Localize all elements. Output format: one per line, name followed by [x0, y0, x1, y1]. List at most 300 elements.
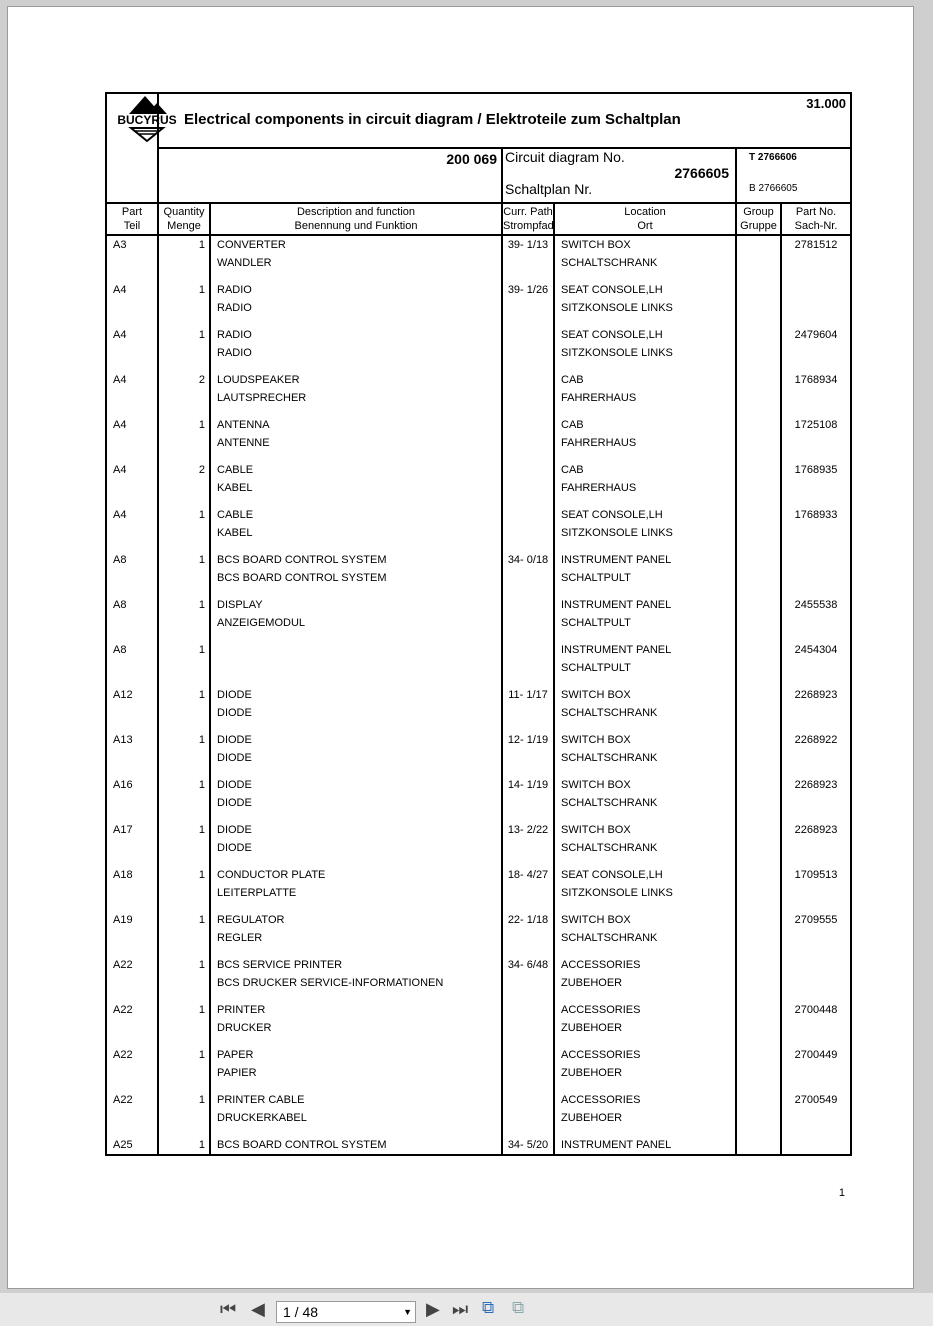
col-part: Part — [106, 203, 158, 218]
row-group — [736, 731, 781, 749]
row-empty — [736, 344, 781, 362]
row-empty — [158, 974, 210, 992]
circuit-number: 2766605 — [674, 165, 729, 181]
row-group — [736, 956, 781, 974]
row-path — [502, 461, 554, 479]
row-location-de: SCHALTSCHRANK — [554, 929, 736, 947]
row-desc: BCS BOARD CONTROL SYSTEM — [210, 551, 502, 569]
table-row — [106, 461, 851, 479]
row-partno: 1768935 — [781, 461, 851, 479]
row-empty — [158, 344, 210, 362]
row-empty — [502, 344, 554, 362]
row-empty — [106, 569, 158, 587]
row-desc: DIODE — [210, 731, 502, 749]
table-row — [106, 911, 851, 929]
row-desc-de: REGLER — [210, 929, 502, 947]
row-empty — [158, 524, 210, 542]
row-group — [736, 866, 781, 884]
row-empty — [781, 794, 851, 812]
table-row-de — [106, 839, 851, 857]
row-qty: 1 — [158, 776, 210, 794]
row-group — [736, 235, 781, 254]
row-partno: 2479604 — [781, 326, 851, 344]
row-empty — [502, 299, 554, 317]
table-row — [106, 1001, 851, 1019]
row-desc: DIODE — [210, 776, 502, 794]
row-empty — [158, 254, 210, 272]
row-empty — [736, 974, 781, 992]
row-path — [502, 326, 554, 344]
table-row-de — [106, 614, 851, 632]
row-location-de: ZUBEHOER — [554, 974, 736, 992]
row-location: CAB — [554, 416, 736, 434]
row-group — [736, 596, 781, 614]
row-partno: 1709513 — [781, 866, 851, 884]
row-partno — [781, 281, 851, 299]
row-group — [736, 506, 781, 524]
row-empty — [736, 659, 781, 677]
table-row-de — [106, 434, 851, 452]
row-partno: 2700448 — [781, 1001, 851, 1019]
row-desc: CONDUCTOR PLATE — [210, 866, 502, 884]
row-empty — [502, 524, 554, 542]
table-row-de — [106, 254, 851, 272]
row-qty: 1 — [158, 596, 210, 614]
row-location: CAB — [554, 461, 736, 479]
row-partno: 2455538 — [781, 596, 851, 614]
table-row-de — [106, 884, 851, 902]
row-empty — [158, 884, 210, 902]
row-empty — [736, 884, 781, 902]
row-empty — [158, 1109, 210, 1127]
row-partno — [781, 551, 851, 569]
row-empty — [158, 794, 210, 812]
row-empty — [158, 929, 210, 947]
row-empty — [158, 1019, 210, 1037]
row-path — [502, 1091, 554, 1109]
row-empty — [781, 704, 851, 722]
logo — [106, 93, 177, 203]
row-group — [736, 371, 781, 389]
row-group — [736, 1136, 781, 1155]
row-path: 18- 4/27 — [502, 866, 554, 884]
row-part: A4 — [106, 326, 158, 344]
table-row — [106, 686, 851, 704]
fit-page-icon[interactable]: ⧉ — [482, 1298, 495, 1317]
row-empty — [158, 839, 210, 857]
table-row-de — [106, 1109, 851, 1127]
row-desc: RADIO — [210, 281, 502, 299]
row-empty — [781, 749, 851, 767]
column-header-en — [106, 203, 851, 218]
row-part: A13 — [106, 731, 158, 749]
col-qty-de: Menge — [158, 218, 210, 235]
column-header-de — [106, 218, 851, 235]
row-partno: 2700549 — [781, 1091, 851, 1109]
viewer-toolbar — [0, 1293, 933, 1326]
table-row — [106, 731, 851, 749]
row-desc: DISPLAY — [210, 596, 502, 614]
row-empty — [158, 434, 210, 452]
row-desc-de: DRUCKERKABEL — [210, 1109, 502, 1127]
row-empty — [106, 389, 158, 407]
table-row-de — [106, 479, 851, 497]
row-desc: REGULATOR — [210, 911, 502, 929]
row-group — [736, 776, 781, 794]
row-desc: BCS BOARD CONTROL SYSTEM — [210, 1136, 502, 1155]
row-empty — [736, 614, 781, 632]
row-desc: RADIO — [210, 326, 502, 344]
row-qty: 1 — [158, 821, 210, 839]
col-loc-de: Ort — [554, 218, 736, 235]
row-location-de: SCHALTPULT — [554, 659, 736, 677]
row-path: 34- 5/20 — [502, 1136, 554, 1155]
table-row-de — [106, 794, 851, 812]
row-part: A8 — [106, 551, 158, 569]
table-row-de — [106, 524, 851, 542]
row-desc-de: DIODE — [210, 839, 502, 857]
row-part: A25 — [106, 1136, 158, 1155]
row-location: SEAT CONSOLE,LH — [554, 506, 736, 524]
sheet-number: 31.000 — [806, 96, 847, 111]
row-desc: LOUDSPEAKER — [210, 371, 502, 389]
row-partno — [781, 956, 851, 974]
table-row-de — [106, 344, 851, 362]
row-part: A4 — [106, 281, 158, 299]
row-desc: CONVERTER — [210, 235, 502, 254]
row-location-de: SCHALTSCHRANK — [554, 794, 736, 812]
row-location: SEAT CONSOLE,LH — [554, 281, 736, 299]
row-empty — [781, 659, 851, 677]
row-empty — [106, 344, 158, 362]
last-page-icon[interactable]: ⏭ — [452, 1299, 469, 1319]
row-location-de: ZUBEHOER — [554, 1064, 736, 1082]
row-path: 34- 0/18 — [502, 551, 554, 569]
row-location-de: FAHRERHAUS — [554, 389, 736, 407]
row-location-de: SCHALTPULT — [554, 569, 736, 587]
row-empty — [736, 704, 781, 722]
row-qty: 1 — [158, 1001, 210, 1019]
row-empty — [781, 1019, 851, 1037]
machine-number: 200 069 — [446, 151, 497, 167]
row-group — [736, 911, 781, 929]
row-empty — [106, 1109, 158, 1127]
row-group — [736, 821, 781, 839]
row-partno: 2454304 — [781, 641, 851, 659]
row-path — [502, 371, 554, 389]
row-qty: 1 — [158, 416, 210, 434]
row-empty — [158, 1064, 210, 1082]
row-empty — [106, 1064, 158, 1082]
row-desc-de: LEITERPLATTE — [210, 884, 502, 902]
table-row — [106, 235, 851, 254]
row-qty: 1 — [158, 1046, 210, 1064]
row-qty: 1 — [158, 551, 210, 569]
row-empty — [158, 659, 210, 677]
ref-cell — [736, 148, 851, 203]
row-empty — [502, 749, 554, 767]
row-part: A22 — [106, 1046, 158, 1064]
row-empty — [502, 434, 554, 452]
row-partno — [781, 1136, 851, 1155]
row-empty — [502, 974, 554, 992]
row-qty: 1 — [158, 235, 210, 254]
row-empty — [781, 524, 851, 542]
table-row — [106, 416, 851, 434]
row-partno: 2268923 — [781, 776, 851, 794]
row-part: A22 — [106, 1001, 158, 1019]
row-desc-de: BCS BOARD CONTROL SYSTEM — [210, 569, 502, 587]
row-location-de: SCHALTSCHRANK — [554, 704, 736, 722]
row-part: A8 — [106, 596, 158, 614]
row-partno: 1768934 — [781, 371, 851, 389]
fit-width-icon[interactable]: ⧉ — [512, 1298, 525, 1317]
row-empty — [736, 1019, 781, 1037]
row-path — [502, 596, 554, 614]
row-location-de: SCHALTSCHRANK — [554, 254, 736, 272]
row-location: ACCESSORIES — [554, 956, 736, 974]
row-empty — [502, 479, 554, 497]
col-desc-de: Benennung und Funktion — [210, 218, 502, 235]
row-group — [736, 326, 781, 344]
row-part: A22 — [106, 956, 158, 974]
row-part: A18 — [106, 866, 158, 884]
row-part: A22 — [106, 1091, 158, 1109]
table-row — [106, 371, 851, 389]
row-desc: PRINTER — [210, 1001, 502, 1019]
row-desc: BCS SERVICE PRINTER — [210, 956, 502, 974]
row-desc: DIODE — [210, 821, 502, 839]
col-qty: Quantity — [158, 203, 210, 218]
table-row-de — [106, 749, 851, 767]
row-qty: 1 — [158, 1136, 210, 1155]
row-path: 12- 1/19 — [502, 731, 554, 749]
row-desc-de: RADIO — [210, 299, 502, 317]
chevron-down-icon: ▼ — [403, 1307, 412, 1317]
row-location-de: FAHRERHAUS — [554, 479, 736, 497]
row-empty — [502, 794, 554, 812]
row-empty — [736, 254, 781, 272]
row-empty — [736, 389, 781, 407]
row-location-de: SCHALTPULT — [554, 614, 736, 632]
table-row — [106, 281, 851, 299]
document-page — [7, 6, 914, 1289]
row-part: A4 — [106, 506, 158, 524]
row-empty — [502, 704, 554, 722]
row-empty — [158, 749, 210, 767]
row-location: INSTRUMENT PANEL — [554, 641, 736, 659]
row-location-de: SITZKONSOLE LINKS — [554, 299, 736, 317]
row-group — [736, 1001, 781, 1019]
row-desc-de: PAPIER — [210, 1064, 502, 1082]
page-number: 1 — [838, 1187, 845, 1199]
row-empty — [106, 434, 158, 452]
row-empty — [106, 1019, 158, 1037]
row-empty — [736, 299, 781, 317]
row-location: INSTRUMENT PANEL — [554, 1136, 736, 1155]
row-desc-de: RADIO — [210, 344, 502, 362]
row-empty — [736, 569, 781, 587]
machine-cell — [158, 148, 502, 203]
table-row — [106, 956, 851, 974]
row-group — [736, 1091, 781, 1109]
row-desc-de: DIODE — [210, 704, 502, 722]
row-empty — [502, 254, 554, 272]
row-path: 14- 1/19 — [502, 776, 554, 794]
row-path — [502, 1001, 554, 1019]
row-desc-de — [210, 659, 502, 677]
col-group: Group — [736, 203, 781, 218]
row-part: A4 — [106, 461, 158, 479]
table-row-de — [106, 389, 851, 407]
row-path — [502, 506, 554, 524]
col-loc: Location — [554, 203, 736, 218]
row-empty — [502, 569, 554, 587]
row-part: A3 — [106, 235, 158, 254]
row-empty — [158, 479, 210, 497]
row-partno: 2268923 — [781, 686, 851, 704]
row-path: 13- 2/22 — [502, 821, 554, 839]
row-location: SWITCH BOX — [554, 731, 736, 749]
row-path — [502, 641, 554, 659]
row-desc-de: BCS DRUCKER SERVICE-INFORMATIONEN — [210, 974, 502, 992]
row-location-de: SITZKONSOLE LINKS — [554, 524, 736, 542]
row-group — [736, 281, 781, 299]
row-group — [736, 686, 781, 704]
row-qty: 1 — [158, 911, 210, 929]
row-empty — [736, 524, 781, 542]
row-qty: 2 — [158, 461, 210, 479]
row-empty — [781, 974, 851, 992]
row-empty — [158, 569, 210, 587]
table-row-de — [106, 659, 851, 677]
row-empty — [781, 839, 851, 857]
row-desc-de: WANDLER — [210, 254, 502, 272]
row-location: SWITCH BOX — [554, 776, 736, 794]
row-empty — [502, 1019, 554, 1037]
first-page-icon[interactable]: ⏮ — [220, 1299, 237, 1319]
table-row-de — [106, 974, 851, 992]
row-partno: 2709555 — [781, 911, 851, 929]
row-qty: 1 — [158, 641, 210, 659]
row-empty — [502, 884, 554, 902]
row-empty — [781, 254, 851, 272]
row-partno: 2781512 — [781, 235, 851, 254]
row-empty — [736, 1109, 781, 1127]
row-empty — [502, 929, 554, 947]
row-empty — [736, 479, 781, 497]
row-empty — [781, 299, 851, 317]
row-empty — [106, 524, 158, 542]
row-empty — [106, 974, 158, 992]
row-empty — [502, 839, 554, 857]
prev-page-icon[interactable]: ◀ — [251, 1299, 265, 1319]
row-path — [502, 1046, 554, 1064]
row-location: ACCESSORIES — [554, 1046, 736, 1064]
row-part: A4 — [106, 416, 158, 434]
circuit-label: Circuit diagram No. — [505, 149, 625, 165]
row-desc: PRINTER CABLE — [210, 1091, 502, 1109]
row-desc-de: DIODE — [210, 749, 502, 767]
row-empty — [736, 794, 781, 812]
row-empty — [106, 254, 158, 272]
col-path: Curr. Path — [502, 203, 554, 218]
table-row — [106, 326, 851, 344]
row-location: ACCESSORIES — [554, 1001, 736, 1019]
row-empty — [106, 704, 158, 722]
row-empty — [781, 929, 851, 947]
title-cell — [158, 93, 851, 148]
row-empty — [781, 1064, 851, 1082]
table-row — [106, 551, 851, 569]
row-part: A17 — [106, 821, 158, 839]
table-row — [106, 1046, 851, 1064]
table-row-de — [106, 704, 851, 722]
row-desc: CABLE — [210, 461, 502, 479]
page-title: Electrical components in circuit diagram / Elektroteile zum Schaltplan — [184, 111, 681, 128]
next-page-icon[interactable]: ▶ — [426, 1299, 440, 1319]
row-part: A12 — [106, 686, 158, 704]
row-desc-de: ANTENNE — [210, 434, 502, 452]
row-empty — [736, 749, 781, 767]
row-empty — [106, 749, 158, 767]
row-empty — [158, 614, 210, 632]
row-empty — [106, 479, 158, 497]
row-empty — [736, 839, 781, 857]
row-desc — [210, 641, 502, 659]
row-location: SWITCH BOX — [554, 821, 736, 839]
row-path: 39- 1/26 — [502, 281, 554, 299]
row-group — [736, 461, 781, 479]
row-location-de: SCHALTSCHRANK — [554, 839, 736, 857]
row-desc-de: KABEL — [210, 479, 502, 497]
row-partno: 2700449 — [781, 1046, 851, 1064]
row-path: 22- 1/18 — [502, 911, 554, 929]
row-empty — [736, 434, 781, 452]
row-empty — [106, 794, 158, 812]
page-selector[interactable] — [276, 1301, 416, 1323]
row-path: 11- 1/17 — [502, 686, 554, 704]
row-location: SEAT CONSOLE,LH — [554, 866, 736, 884]
row-empty — [106, 299, 158, 317]
row-empty — [106, 659, 158, 677]
row-empty — [106, 614, 158, 632]
row-desc: DIODE — [210, 686, 502, 704]
row-desc: ANTENNA — [210, 416, 502, 434]
row-partno: 1725108 — [781, 416, 851, 434]
row-location: INSTRUMENT PANEL — [554, 596, 736, 614]
row-qty: 1 — [158, 1091, 210, 1109]
row-location: SWITCH BOX — [554, 911, 736, 929]
b-reference: B 2766605 — [749, 183, 798, 194]
circuit-cell — [502, 148, 736, 203]
row-location: INSTRUMENT PANEL — [554, 551, 736, 569]
row-qty: 1 — [158, 731, 210, 749]
row-partno: 2268923 — [781, 821, 851, 839]
row-partno: 1768933 — [781, 506, 851, 524]
row-empty — [781, 569, 851, 587]
row-empty — [502, 389, 554, 407]
row-location-de: SITZKONSOLE LINKS — [554, 344, 736, 362]
table-row — [106, 596, 851, 614]
row-desc-de: DIODE — [210, 794, 502, 812]
row-location-de: FAHRERHAUS — [554, 434, 736, 452]
col-part-de: Teil — [106, 218, 158, 235]
row-group — [736, 641, 781, 659]
row-empty — [736, 929, 781, 947]
table-row-de — [106, 1064, 851, 1082]
table-row — [106, 641, 851, 659]
